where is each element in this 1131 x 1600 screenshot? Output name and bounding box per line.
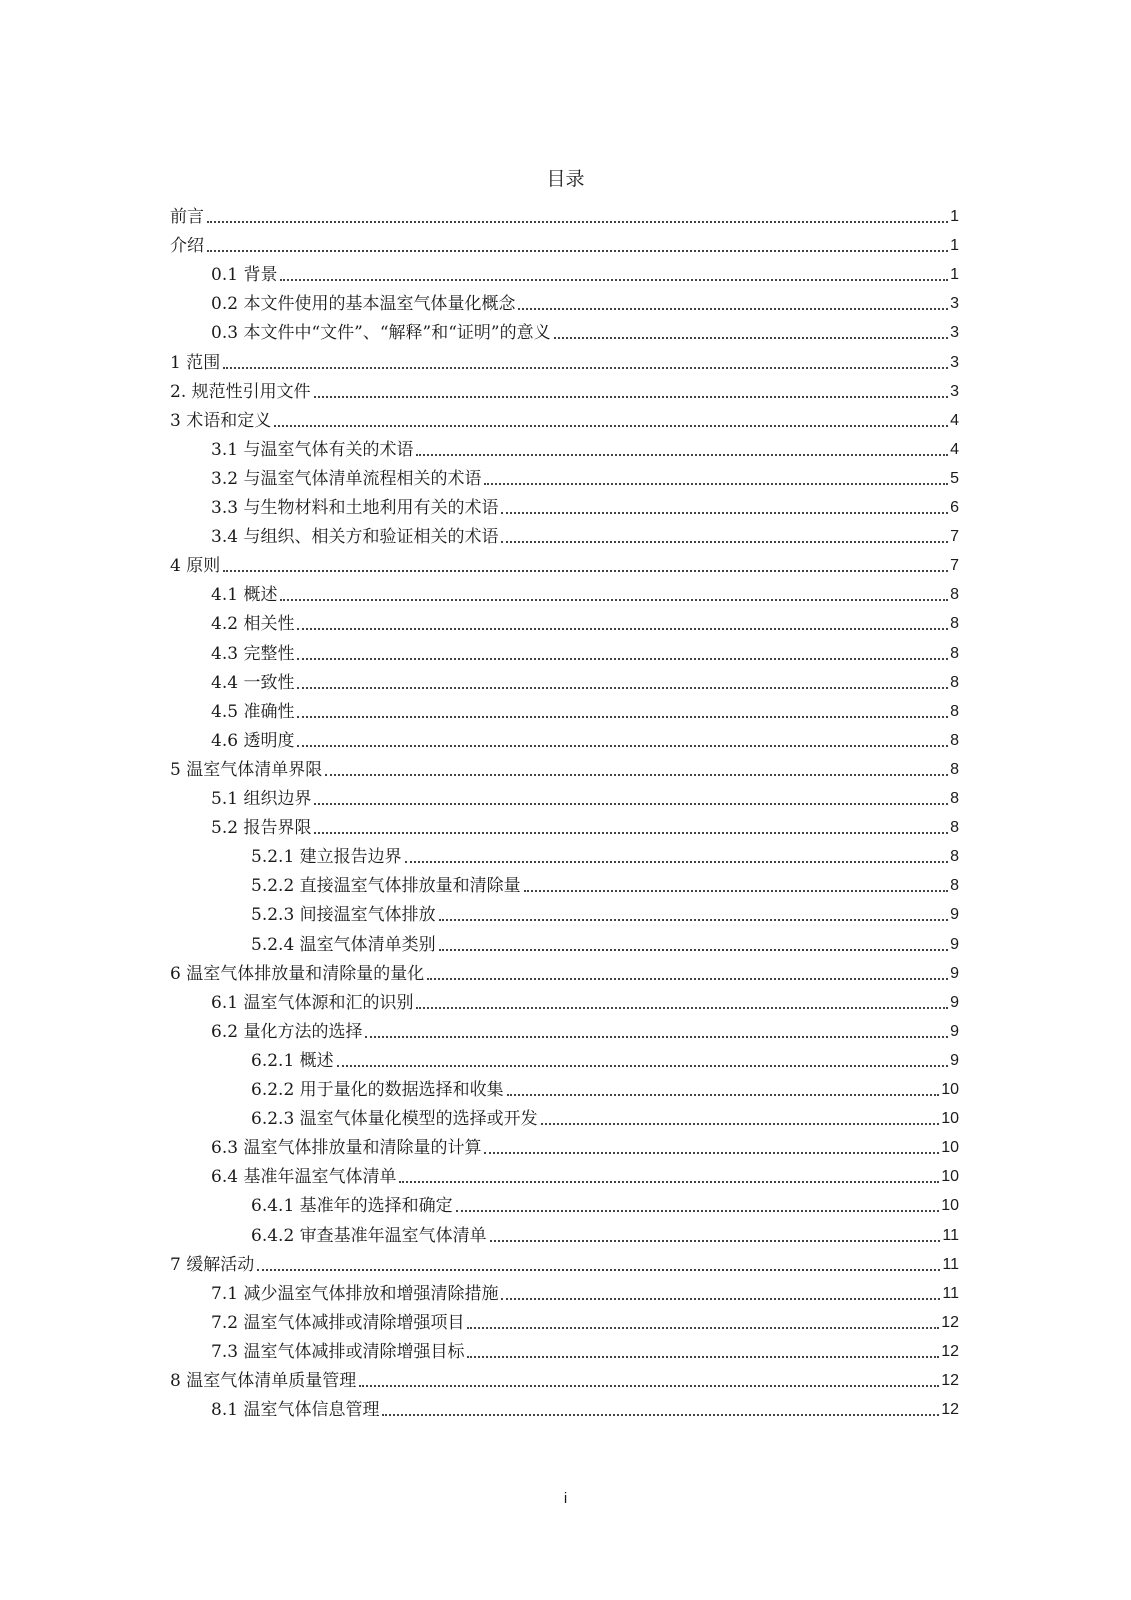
toc-entry[interactable] bbox=[170, 345, 959, 374]
toc-entry-page-number: 3 bbox=[950, 382, 959, 400]
toc-entry[interactable] bbox=[251, 1043, 959, 1072]
toc-entry-label: 4.3 完整性 bbox=[211, 643, 295, 664]
dot-leader bbox=[280, 598, 948, 601]
toc-entry[interactable] bbox=[211, 315, 959, 344]
toc-entry[interactable] bbox=[211, 1276, 959, 1305]
dot-leader bbox=[337, 1064, 948, 1067]
toc-entry[interactable] bbox=[170, 403, 959, 432]
dot-leader bbox=[439, 918, 948, 921]
toc-entry-page-number: 8 bbox=[950, 673, 959, 691]
toc-entry-page-number: 8 bbox=[950, 731, 959, 749]
toc-entry-page-number: 1 bbox=[950, 266, 959, 284]
toc-entry-label: 6.1 温室气体源和汇的识别 bbox=[211, 992, 414, 1013]
toc-entry-page-number: 3 bbox=[950, 324, 959, 342]
toc-entry-label: 6.2.2 用于量化的数据选择和收集 bbox=[251, 1080, 504, 1100]
toc-entry[interactable] bbox=[170, 956, 959, 985]
toc-entry-page-number: 12 bbox=[941, 1401, 959, 1419]
toc-entry-label: 7.3 温室气体减排或清除增强目标 bbox=[211, 1341, 465, 1362]
toc-entry-page-number: 12 bbox=[941, 1313, 959, 1331]
toc-entry-page-number: 12 bbox=[941, 1342, 959, 1360]
toc-entry[interactable] bbox=[211, 1130, 959, 1159]
toc-entry[interactable] bbox=[211, 1305, 959, 1334]
toc-entry-page-number: 8 bbox=[950, 586, 959, 604]
dot-leader bbox=[501, 540, 948, 543]
toc-entry[interactable] bbox=[251, 1218, 959, 1247]
dot-leader bbox=[524, 889, 948, 892]
toc-entry[interactable] bbox=[170, 228, 959, 257]
toc-entry-page-number: 9 bbox=[950, 906, 959, 924]
toc-entry-page-number: 4 bbox=[950, 440, 959, 458]
toc-entry[interactable] bbox=[211, 723, 959, 752]
dot-leader bbox=[297, 686, 948, 689]
toc-entry-label: 6 温室气体排放量和清除量的量化 bbox=[170, 963, 425, 984]
toc-entry-label: 前言 bbox=[170, 207, 204, 227]
toc-entry[interactable] bbox=[170, 199, 959, 228]
toc-entry[interactable] bbox=[211, 461, 959, 490]
toc-entry-page-number: 9 bbox=[950, 935, 959, 953]
dot-leader bbox=[382, 1413, 939, 1416]
dot-leader bbox=[297, 744, 948, 747]
dot-leader bbox=[365, 1035, 948, 1038]
toc-entry-label: 3 术语和定义 bbox=[170, 410, 272, 431]
toc-entry-label: 8.1 温室气体信息管理 bbox=[211, 1400, 380, 1421]
dot-leader bbox=[399, 1180, 939, 1183]
toc-entry-label: 6.4 基准年温室气体清单 bbox=[211, 1167, 397, 1188]
toc-entry-page-number: 8 bbox=[950, 819, 959, 837]
toc-entry-label: 0.1 背景 bbox=[211, 265, 278, 286]
dot-leader bbox=[439, 948, 948, 951]
toc-entry-label: 5.2.2 直接温室气体排放量和清除量 bbox=[251, 876, 521, 897]
dot-leader bbox=[501, 511, 948, 514]
toc-entry-label: 5 温室气体清单界限 bbox=[170, 759, 323, 780]
toc-entry[interactable] bbox=[170, 752, 959, 781]
toc-entry[interactable] bbox=[170, 548, 959, 577]
toc-entry-page-number: 8 bbox=[950, 644, 959, 662]
toc-entry[interactable] bbox=[251, 1188, 959, 1217]
dot-leader bbox=[541, 1122, 940, 1125]
toc-entry-page-number: 5 bbox=[950, 469, 959, 487]
toc-entry[interactable] bbox=[211, 781, 959, 810]
toc-entry-label: 2. 规范性引用文件 bbox=[170, 381, 311, 402]
toc-entry-page-number: 9 bbox=[950, 964, 959, 982]
toc-entry-label: 5.2.1 建立报告边界 bbox=[251, 847, 402, 868]
toc-entry[interactable] bbox=[211, 257, 959, 286]
toc-entry-label: 5.2 报告界限 bbox=[211, 818, 312, 839]
toc-entry-label: 4 原则 bbox=[170, 556, 221, 577]
toc-entry-page-number: 10 bbox=[941, 1081, 959, 1098]
toc-entry[interactable] bbox=[251, 897, 959, 926]
toc-entry-page-number: 7 bbox=[950, 528, 959, 546]
toc-entry-page-number: 9 bbox=[950, 993, 959, 1011]
toc-entry-page-number: 11 bbox=[942, 1284, 959, 1302]
toc-entry[interactable] bbox=[251, 1101, 959, 1130]
toc-entry-page-number: 3 bbox=[950, 353, 959, 371]
toc-entry[interactable] bbox=[211, 432, 959, 461]
toc-entry-label: 3.3 与生物材料和土地利用有关的术语 bbox=[211, 498, 499, 518]
toc-entry[interactable] bbox=[170, 374, 959, 403]
toc-entry-label: 6.4.2 审查基准年温室气体清单 bbox=[251, 1225, 487, 1246]
toc-entry-page-number: 10 bbox=[941, 1110, 959, 1128]
toc-entry-page-number: 1 bbox=[950, 208, 959, 225]
dot-leader bbox=[280, 278, 948, 281]
toc-entry-label: 3.2 与温室气体清单流程相关的术语 bbox=[211, 468, 482, 489]
toc-entry-page-number: 1 bbox=[950, 237, 959, 255]
toc-entry-label: 4.5 准确性 bbox=[211, 701, 295, 722]
toc-entry-page-number: 6 bbox=[950, 499, 959, 516]
dot-leader bbox=[325, 773, 948, 776]
toc-entry[interactable] bbox=[170, 1247, 959, 1276]
dot-leader bbox=[297, 657, 948, 660]
dot-leader bbox=[405, 860, 948, 863]
toc-entry[interactable] bbox=[211, 1334, 959, 1363]
toc-entry[interactable] bbox=[211, 636, 959, 665]
dot-leader bbox=[484, 1151, 939, 1154]
dot-leader bbox=[274, 424, 948, 427]
toc-entry-page-number: 10 bbox=[941, 1168, 959, 1186]
toc-entry-label: 0.2 本文件使用的基本温室气体量化概念 bbox=[211, 294, 516, 315]
toc-entry[interactable] bbox=[251, 868, 959, 897]
dot-leader bbox=[467, 1355, 939, 1358]
toc-entry-page-number: 8 bbox=[950, 848, 959, 866]
dot-leader bbox=[507, 1093, 940, 1096]
toc-entry-label: 6.2.1 概述 bbox=[251, 1050, 334, 1071]
toc-entry-page-number: 10 bbox=[941, 1197, 959, 1215]
toc-entry-label: 4.4 一致性 bbox=[211, 672, 295, 693]
toc-entry[interactable] bbox=[251, 927, 959, 956]
toc-entry-label: 6.4.1 基准年的选择和确定 bbox=[251, 1196, 453, 1217]
toc-entry[interactable] bbox=[211, 577, 959, 606]
dot-leader bbox=[314, 802, 948, 805]
toc-entry-label: 7.1 减少温室气体排放和增强清除措施 bbox=[211, 1283, 499, 1304]
dot-leader bbox=[416, 1006, 948, 1009]
toc-entry[interactable] bbox=[211, 1392, 959, 1421]
toc-entry[interactable] bbox=[211, 1159, 959, 1188]
toc-entry[interactable] bbox=[211, 519, 959, 548]
toc-entry-page-number: 10 bbox=[941, 1139, 959, 1157]
toc-entry-page-number: 8 bbox=[950, 790, 959, 807]
dot-leader bbox=[223, 366, 948, 369]
toc-entry-page-number: 8 bbox=[950, 702, 959, 720]
dot-leader bbox=[314, 831, 948, 834]
toc-entry-page-number: 8 bbox=[950, 877, 959, 895]
toc-entry-label: 4.1 概述 bbox=[211, 585, 278, 606]
dot-leader bbox=[297, 715, 948, 718]
toc-entry-page-number: 11 bbox=[942, 1226, 959, 1244]
page-title: 目录 bbox=[546, 168, 585, 190]
toc-entry-label: 6.3 温室气体排放量和清除量的计算 bbox=[211, 1138, 482, 1159]
toc-entry-page-number: 9 bbox=[950, 1051, 959, 1069]
dot-leader bbox=[207, 249, 948, 252]
toc-entry-label: 7.2 温室气体减排或清除增强项目 bbox=[211, 1312, 465, 1333]
dot-leader bbox=[554, 336, 949, 339]
toc-entry-page-number: 8 bbox=[950, 760, 959, 778]
toc-entry[interactable] bbox=[170, 1363, 959, 1392]
toc-entry[interactable] bbox=[251, 1072, 959, 1101]
toc-entry-label: 6.2 量化方法的选择 bbox=[211, 1021, 363, 1042]
toc-entry-label: 5.1 组织边界 bbox=[211, 789, 312, 809]
toc-entry-page-number: 9 bbox=[950, 1022, 959, 1040]
toc-entry-label: 3.1 与温室气体有关的术语 bbox=[211, 439, 414, 460]
dot-leader bbox=[416, 453, 948, 456]
toc-entry[interactable] bbox=[211, 286, 959, 315]
toc-entry-label: 4.2 相关性 bbox=[211, 614, 295, 635]
dot-leader bbox=[297, 627, 948, 630]
toc-entry-label: 4.6 透明度 bbox=[211, 730, 295, 751]
dot-leader bbox=[490, 1239, 941, 1242]
toc-entry[interactable] bbox=[211, 606, 959, 635]
toc-entry[interactable] bbox=[251, 839, 959, 868]
dot-leader bbox=[207, 220, 948, 223]
toc-entry-label: 7 缓解活动 bbox=[170, 1254, 255, 1275]
toc-entry-page-number: 4 bbox=[950, 411, 959, 429]
toc-entry-label: 0.3 本文件中“文件”、“解释”和“证明”的意义 bbox=[211, 323, 551, 344]
toc-entry-page-number: 11 bbox=[942, 1255, 959, 1273]
toc-entry-label: 5.2.4 温室气体清单类别 bbox=[251, 934, 436, 955]
toc-entry-label: 3.4 与组织、相关方和验证相关的术语 bbox=[211, 527, 499, 548]
toc-entry[interactable] bbox=[211, 490, 959, 519]
toc-entry-page-number: 7 bbox=[950, 557, 959, 575]
toc-entry-label: 1 范围 bbox=[170, 352, 221, 373]
toc-entry[interactable] bbox=[211, 1014, 959, 1043]
dot-leader bbox=[257, 1268, 940, 1271]
toc-entry-label: 8 温室气体清单质量管理 bbox=[170, 1371, 357, 1391]
toc-entry-label: 6.2.3 温室气体量化模型的选择或开发 bbox=[251, 1109, 538, 1130]
dot-leader bbox=[467, 1326, 939, 1329]
dot-leader bbox=[359, 1384, 939, 1387]
toc-entry-label: 5.2.3 间接温室气体排放 bbox=[251, 905, 436, 926]
toc-entry[interactable] bbox=[211, 694, 959, 723]
toc-entry-page-number: 3 bbox=[950, 295, 959, 313]
toc-entry[interactable] bbox=[211, 665, 959, 694]
toc-entry-label: 介绍 bbox=[170, 236, 204, 257]
toc-entry-page-number: 12 bbox=[941, 1372, 959, 1389]
dot-leader bbox=[314, 395, 948, 398]
toc-entry[interactable] bbox=[211, 810, 959, 839]
dot-leader bbox=[484, 482, 948, 485]
dot-leader bbox=[456, 1209, 940, 1212]
toc-entry-page-number: 8 bbox=[950, 615, 959, 633]
dot-leader bbox=[223, 569, 948, 572]
dot-leader bbox=[427, 977, 948, 980]
dot-leader bbox=[501, 1297, 940, 1300]
page-number-footer: i bbox=[563, 1490, 568, 1507]
dot-leader bbox=[518, 307, 948, 310]
toc-entry[interactable] bbox=[211, 985, 959, 1014]
